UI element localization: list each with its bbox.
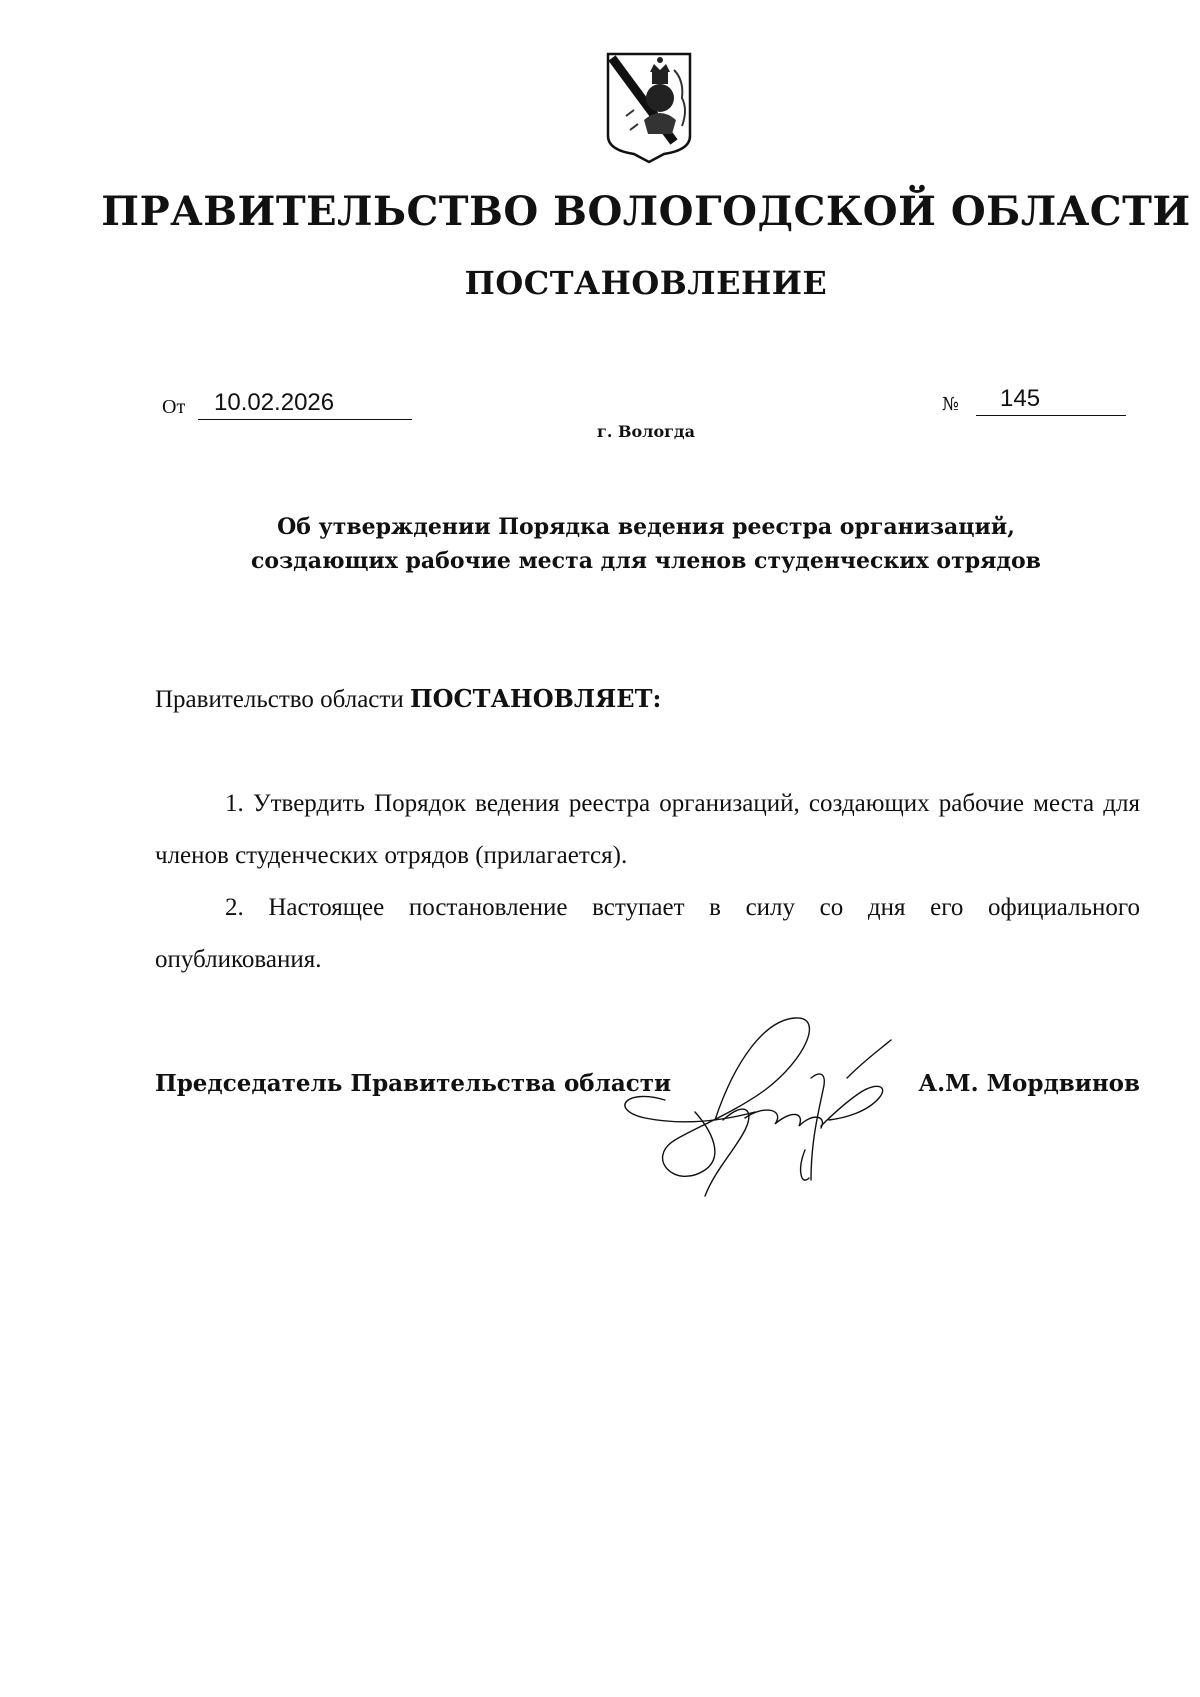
- signer-position: Председатель Правительства области: [155, 1070, 672, 1097]
- signer-name: А.М. Мордвинов: [918, 1070, 1140, 1097]
- document-date: 10.02.2026: [198, 390, 412, 420]
- vologda-coat-of-arms-icon: [604, 50, 694, 168]
- document-type-title: ПОСТАНОВЛЕНИЕ: [464, 264, 828, 302]
- number-block: [942, 386, 1134, 418]
- signature-row: [155, 1070, 1140, 1110]
- decree-keyword: ПОСТАНОВЛЯЕТ:: [409, 684, 662, 713]
- decree-item: 1. Утвердить Порядок ведения реестра организаций, создающих рабочие места для членов студенческих отрядов (прилагается).: [155, 790, 1140, 869]
- document-subject: [0, 510, 1200, 578]
- decree-item: 2. Настоящее постановление вступает в силу со дня его официального опубликования.: [155, 894, 1140, 973]
- city-label: г. Вологда: [597, 422, 695, 441]
- decree-body: [155, 778, 1140, 986]
- date-prefix: От: [162, 396, 186, 418]
- document-number: 145: [976, 386, 1126, 416]
- government-title: ПРАВИТЕЛЬСТВО ВОЛОГОДСКОЙ ОБЛАСТИ: [101, 188, 1191, 235]
- number-prefix: №: [942, 394, 960, 415]
- decree-intro: [155, 684, 661, 714]
- date-block: [162, 390, 422, 422]
- subject-line-2: создающих рабочие места для членов студенческих отрядов: [251, 548, 1041, 574]
- decree-intro-text: Правительство области: [155, 686, 404, 713]
- subject-line-1: Об утверждении Порядка ведения реестра организаций,: [277, 514, 1015, 540]
